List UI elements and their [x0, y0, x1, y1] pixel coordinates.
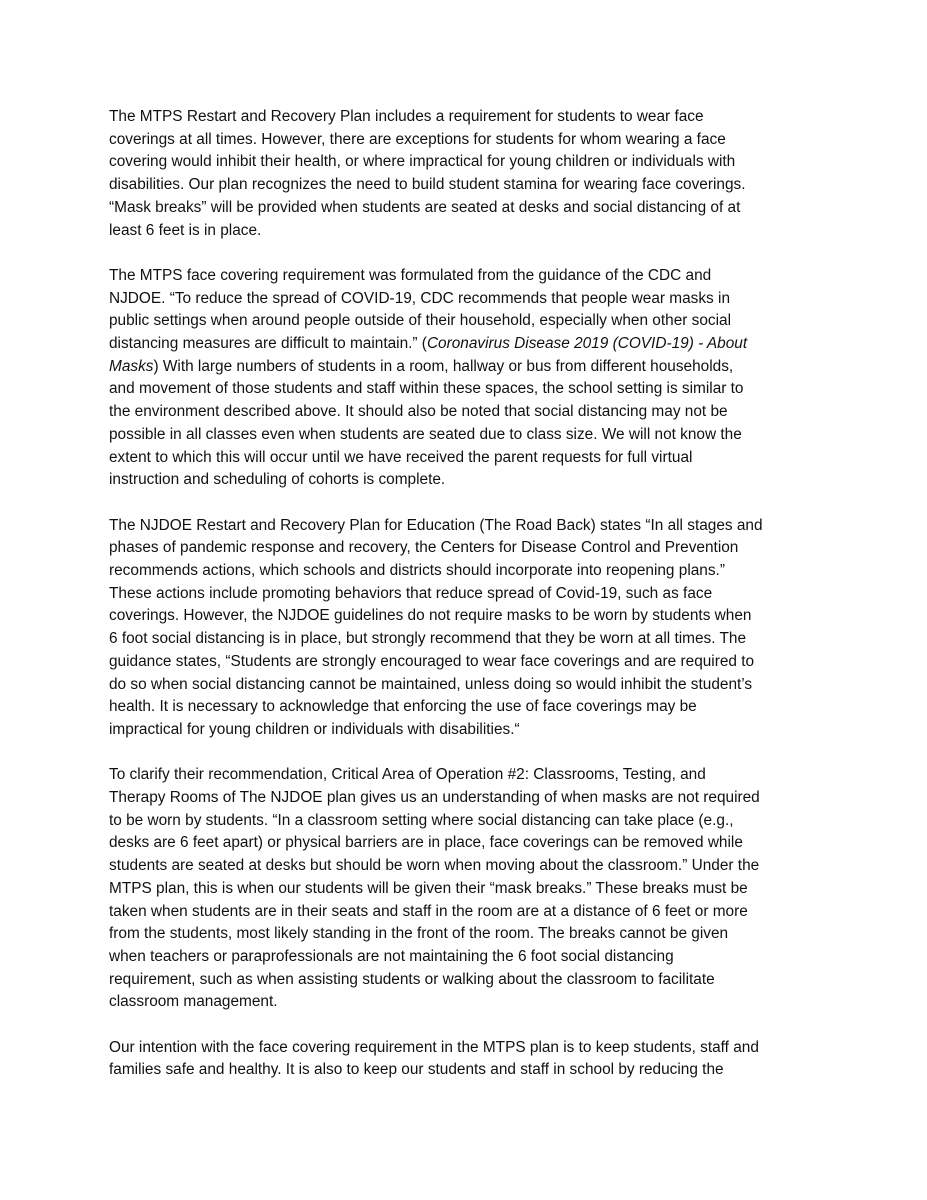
- paragraph-mask-requirement: The MTPS Restart and Recovery Plan includes a requirement for students to wear face coverings at all times. However, there are exceptions for students for whom wearing a face covering would inhibit their health, or where impractical for young children or individuals with disabilities. Our plan recognizes the need to build student stamina for wearing face coverings. “Mask breaks” will be provided when students are seated at desks and social distancing of at least 6 feet is in place.: [109, 108, 746, 239]
- cdc-citation: Coronavirus Disease 2019 (COVID-19) - About Masks: [109, 335, 748, 375]
- paragraph-intention: Our intention with the face covering requirement in the MTPS plan is to keep students, staff and families safe and healthy. It is also to keep our students and staff in school by reducing the: [109, 1038, 759, 1079]
- document-body: [109, 106, 821, 1105]
- cdc-guidance-text-before: The MTPS face covering requirement was formulated from the guidance of the CDC and NJDOE. “To reduce the spread of COVID-19, CDC recommends that people wear masks in public settings when around people outside of their household, especially when other social distancing measures are difficult to maintain.” (: [109, 266, 732, 353]
- paragraph-critical-area-clarification: To clarify their recommendation, Critical Area of Operation #2: Classrooms, Testing, and Therapy Rooms of The NJDOE plan gives us an understanding of when masks are not required to be worn by students. “In a classroom setting where social distancing can take place (e.g., desks are 6 feet apart) or physical barriers are in place, face coverings can be removed while students are seated at desks but should be worn when moving about the classroom.” Under the MTPS plan, this is when our students will be given their “mask breaks.” These breaks must be taken when students are in their seats and staff in the room are at a distance of 6 feet or more from the students, most likely standing in the front of the room. The breaks cannot be given when teachers or paraprofessionals are not maintaining the 6 foot social distancing requirement, such as when assisting students or walking about the classroom to facilitate classroom management.: [109, 766, 760, 1011]
- cdc-guidance-text-after: ) With large numbers of students in a room, hallway or bus from different households, and movement of those students and staff within these spaces, the school setting is similar to the environment described above. It should also be noted that social distancing may not be possible in all classes even when students are seated due to class size. We will not know the extent to which this will occur until we have received the parent requests for full virtual instruction and scheduling of cohorts is complete.: [109, 357, 744, 489]
- paragraph-cdc-guidance: [109, 265, 821, 492]
- paragraph-njdoe-plan: The NJDOE Restart and Recovery Plan for Education (The Road Back) states “In all stages and phases of pandemic response and recovery, the Centers for Disease Control and Prevention recommends actions, which schools and districts should incorporate into reopening plans.” These actions include promoting behaviors that reduce spread of Covid-19, such as face coverings. However, the NJDOE guidelines do not require masks to be worn by students when 6 foot social distancing is in place, but strongly recommend that they be worn at all times. The guidance states, “Students are strongly encouraged to wear face coverings and are required to do so when social distancing cannot be maintained, unless doing so would inhibit the student’s health. It is necessary to acknowledge that enforcing the use of face coverings may be impractical for young children or individuals with disabilities.“: [109, 516, 763, 738]
